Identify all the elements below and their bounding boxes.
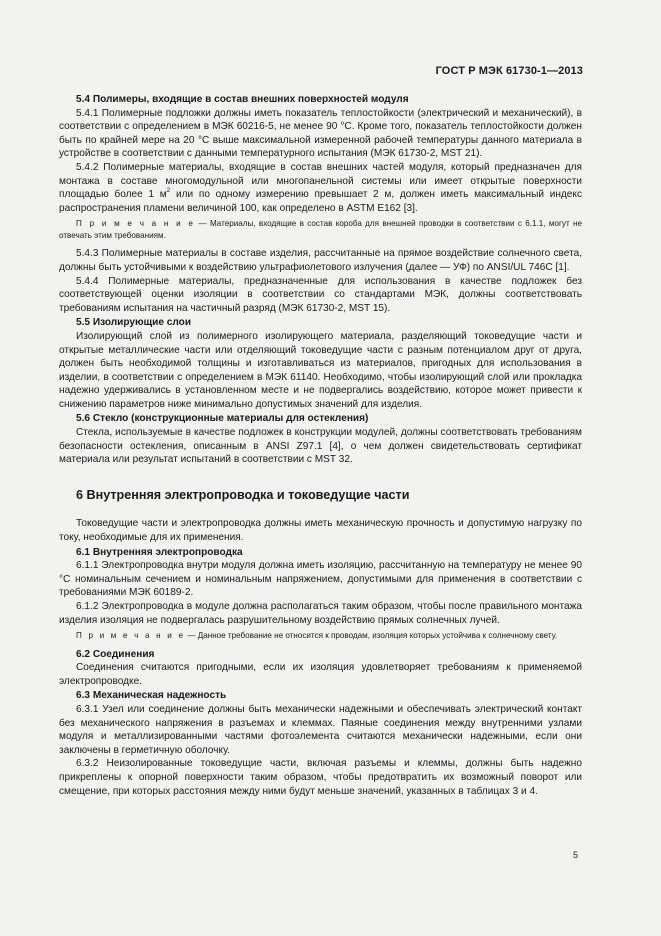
para-5-4-4: 5.4.4 Полимерные материалы, предназначенные для использования в качестве подложек без соответствующей оценки изоляции в соответствии со стандартами МЭК, должны соответствовать требованиям испытания на частичный разряд (МЭК 61730-2, MST 15). (59, 275, 582, 314)
para-5-4-1: 5.4.1 Полимерные подложки должны иметь показатель теплостойкости (электрический и механический), в соответствии с определением в МЭК 60216-5, не менее 90 °С. Кроме того, показатель теплостойкости должен быть по крайней мере на 20 °С выше максимальной измеренной рабочей температуры данного материала в устройстве в соответствии с данными температурного испытания (МЭК 61730-2, MST 21). (59, 107, 582, 160)
para-5-5: Изолирующий слой из полимерного изолирующего материала, разделяющий токоведущие части и открытые металлические части или отделяющий токоведущие части с разным потенциалом друг от друга, должен быть необходимой толщины и изготавливаться из материалов, пригодных для использования в изделии, в соответствии с определением в МЭК 61140. Необходимо, чтобы изолирующий слой или прокладка надежно удерживались в установленном месте и не подвергались воздействию, которое может привести к снижению параметров ниже минимально допустимых значений для изделия. (59, 330, 582, 410)
para-5-4-3: 5.4.3 Полимерные материалы в составе изделия, рассчитанные на прямое воздействие солнечного света, должны быть устойчивыми к воздействию ультрафиолетового излучения (далее — УФ) по ANSI/UL 746C [1]. (59, 248, 582, 273)
document-body (59, 92, 582, 798)
section-5-4-title: 5.4 Полимеры, входящие в состав внешних поверхностей модуля (76, 94, 409, 105)
section-5-5-title: 5.5 Изолирующие слои (76, 317, 192, 329)
note-5-4: П р и м е ч а н и е — Материалы, входящие в состав короба для внешней проводки в соответствии с 6.1.1, могут не отвечать этим требованиям. (59, 219, 582, 240)
section-6-1-title: 6.1 Внутренняя электропроводка (76, 546, 243, 558)
para-6-intro: Токоведущие части и электропроводка должны иметь механическую прочность и допустимую нагрузку по току, необходимые для их применения. (59, 518, 582, 544)
para-6-3-2: 6.3.2 Неизолированные токоведущие части, включая разъемы и клеммы, должны быть надежно прикреплены к опорной поверхности таким образом, чтобы предотвратить их возможный поворот или смещение, при которых расстояния между ними будут меньше значений, указанных в таблицах 3 и 4. (59, 758, 582, 797)
section-6-title: 6 Внутренняя электропроводка и токоведущие части (76, 487, 410, 502)
page-number: 5 (573, 850, 579, 860)
section-6-2-title: 6.2 Соединения (76, 648, 155, 660)
para-6-1-1: 6.1.1 Электропроводка внутри модуля должна иметь изоляцию, рассчитанную на температуру не менее 90 °С номинальным сечением и номинальным напряжением, допустимыми для применения в соответствии с требованиями МЭК 60189-2. (59, 560, 582, 599)
section-6-3-title: 6.3 Механическая надежность (76, 690, 227, 702)
para-5-4-2: 5.4.2 Полимерные материалы, входящие в состав внешних частей модуля, который предназначен для монтажа в составе многомодульной или многопанельной системы или имеет открытые поверхности площадью более 1 $м^2$ или по одному измерению превышает 2 м, должен иметь максимальный индекс распространения пламени величиной 100, как определено в ASTM E162 [3]. (59, 161, 582, 214)
para-5-6: Стекла, используемые в качестве подложек в конструкции модулей, должны соответствовать требованиям безопасности остекления, описанным в ANSI Z97.1 [4], о чем должен свидетельствовать сертификат материала или результат испытаний в соответствии с MST 32. (59, 427, 582, 466)
para-6-2: Соединения считаются пригодными, если их изоляция удовлетворяет требованиям к применяемой электропроводке. (59, 662, 582, 687)
note-6-1: П р и м е ч а н и е — Данное требование не относится к проводам, изоляция которых устойчива к солнечному свету. (76, 631, 558, 641)
standard-code: ГОСТ Р МЭК 61730-1—2013 (435, 65, 583, 77)
para-6-3-1: 6.3.1 Узел или соединение должны быть механически надежными и обеспечивать электрический контакт без механического напряжения в разъемах и клеммах. Паяные соединения между внутренними узлами модуля и металлизированными частями фотоэлемента считаются механически надежными, если они заключены в герметичную оболочку. (59, 704, 582, 756)
section-5-6-title: 5.6 Стекло (конструкционные материалы для остекления) (76, 413, 369, 425)
para-6-1-2: 6.1.2 Электропроводка в модуле должна располагаться таким образом, чтобы после правильного монтажа изделия изоляция не подвергалась разрушительному воздействию прямых солнечных лучей. (59, 601, 582, 626)
